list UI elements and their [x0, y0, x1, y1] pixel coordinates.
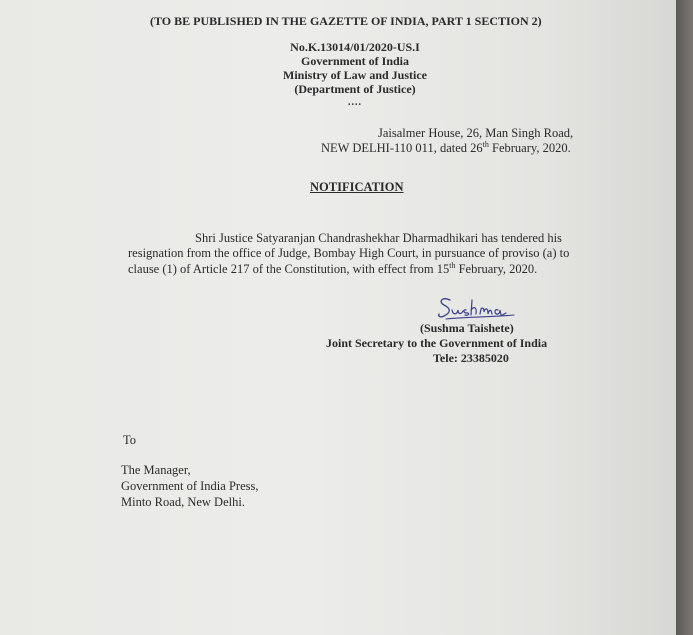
separator-dots: .... [348, 97, 362, 108]
notification-line-2: resignation from the office of Judge, Bombay High Court, in pursuance of proviso (a) to [128, 246, 570, 260]
handwritten-signature [436, 290, 526, 324]
date-ordinal-suffix: th [482, 139, 489, 149]
background-surface [676, 0, 693, 635]
recipient-line-2: Government of India Press, [121, 479, 259, 493]
recipient-line-1: The Manager, [121, 463, 191, 477]
letterhead-block [250, 40, 460, 110]
office-address-line-1: Jaisalmer House, 26, Man Singh Road, [378, 126, 574, 140]
notification-line-3 [128, 262, 537, 277]
gazette-publication-line: (TO BE PUBLISHED IN THE GAZETTE OF INDIA, PART 1 SECTION 2) [150, 14, 542, 28]
office-address-line-2 [321, 141, 571, 156]
effective-date-ordinal-suffix: th [449, 260, 456, 270]
line-3-suffix: February, 2020. [455, 262, 538, 276]
government-name: Government of India [301, 54, 409, 68]
file-number: No.K.13014/01/2020-US.I [290, 40, 420, 54]
signatory-title: Joint Secretary to the Government of India [326, 336, 548, 350]
address-date-suffix: February, 2020. [488, 141, 571, 155]
notification-line-1: Shri Justice Satyaranjan Chandrashekhar Dharmadhikari has tendered his [195, 231, 562, 245]
recipient-to: To [123, 433, 137, 447]
recipient-line-3: Minto Road, New Delhi. [121, 495, 245, 509]
address-date-prefix: NEW DELHI-110 011, dated 26 [321, 141, 483, 155]
signatory-telephone: Tele: 23385020 [433, 351, 509, 365]
notification-heading: NOTIFICATION [310, 180, 404, 194]
ministry-name: Ministry of Law and Justice [283, 68, 427, 82]
signatory-name: (Sushma Taishete) [420, 321, 514, 335]
department-name: (Department of Justice) [294, 82, 416, 96]
line-3-prefix: clause (1) of Article 217 of the Constitution, with effect from 15 [128, 262, 450, 276]
